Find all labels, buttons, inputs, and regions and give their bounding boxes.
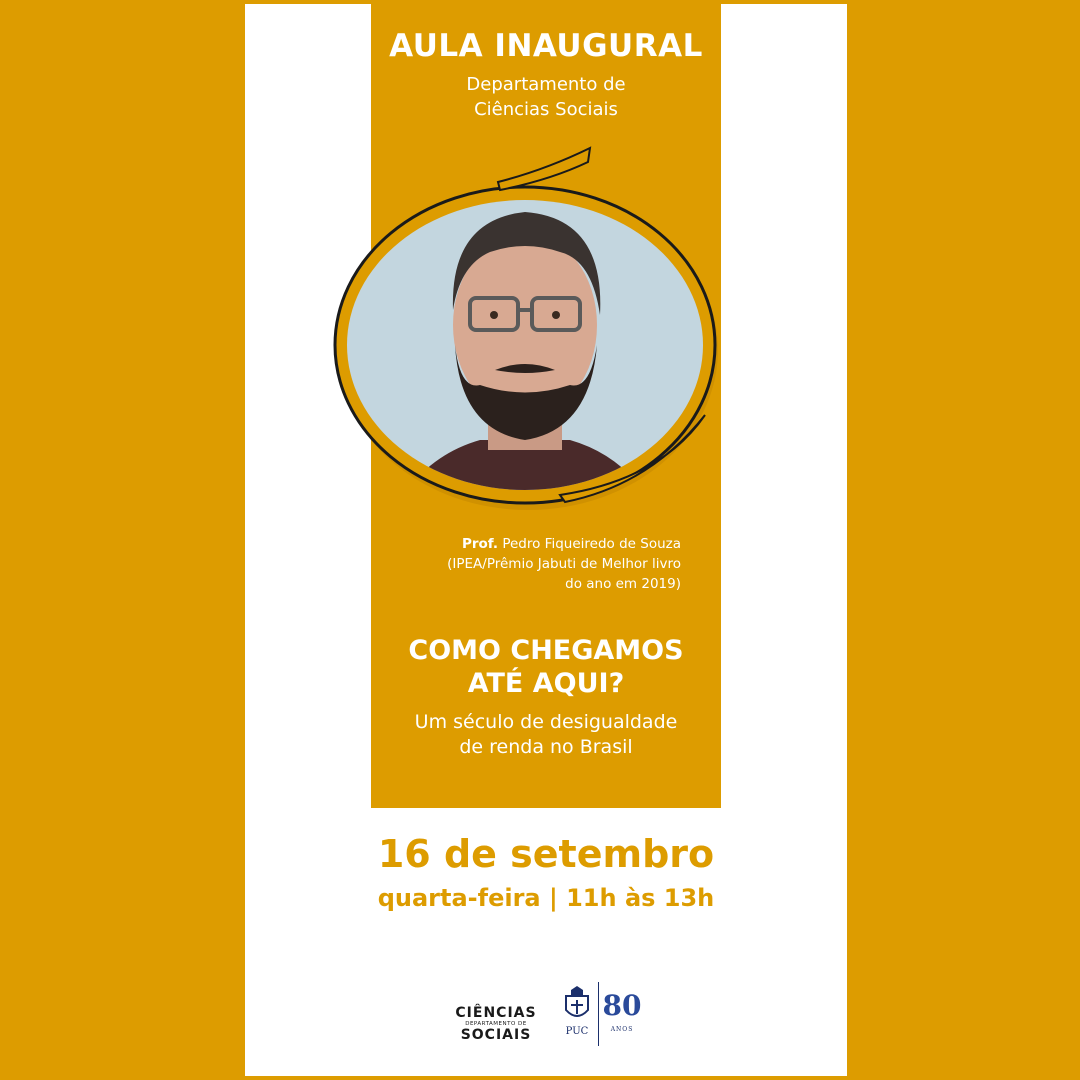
speaker-title: Prof. <box>461 536 499 552</box>
department-logo-bottom: SOCIAIS <box>460 1027 532 1043</box>
speaker-affiliation-1: (IPEA/Prêmio Jabuti de Melhor livro <box>447 556 681 572</box>
department-logo <box>450 1006 542 1043</box>
speaker-affiliation-2: do ano em 2019) <box>565 576 681 592</box>
talk-subtitle-1: Um século de desigualdade <box>414 711 678 733</box>
portrait-swoosh-top <box>498 148 590 190</box>
puc-crest-icon <box>560 986 594 1026</box>
department-logo-top: CIÊNCIAS <box>455 1005 537 1021</box>
anniversary-text: ANOS <box>610 1026 634 1033</box>
puc-logo <box>560 986 594 1046</box>
talk-title-2: ATÉ AQUI? <box>467 668 625 699</box>
department-name <box>371 72 721 122</box>
talk-title-1: COMO CHEGAMOS <box>408 635 684 666</box>
talk-subtitle-2: de renda no Brasil <box>459 736 633 758</box>
speaker-portrait <box>320 140 740 520</box>
event-date: 16 de setembro <box>377 832 715 876</box>
department-logo-middle: DEPARTAMENTO DE <box>465 1021 527 1027</box>
anniversary-logo <box>602 986 642 1046</box>
event-title: AULA INAUGURAL <box>389 28 703 64</box>
speaker-name-line <box>371 534 681 554</box>
event-schedule: quarta-feira | 11h às 13h <box>377 884 715 912</box>
speaker-name: Pedro Fiqueiredo de Souza <box>502 536 681 552</box>
talk-info <box>371 634 721 760</box>
logo-bar <box>450 980 650 1055</box>
department-line-2: Ciências Sociais <box>474 99 618 120</box>
department-line-1: Departamento de <box>466 74 626 95</box>
anniversary-number: 80 <box>602 989 642 1022</box>
logo-divider <box>598 982 599 1046</box>
puc-text: PUC <box>565 1026 589 1037</box>
speaker-info <box>371 534 681 594</box>
